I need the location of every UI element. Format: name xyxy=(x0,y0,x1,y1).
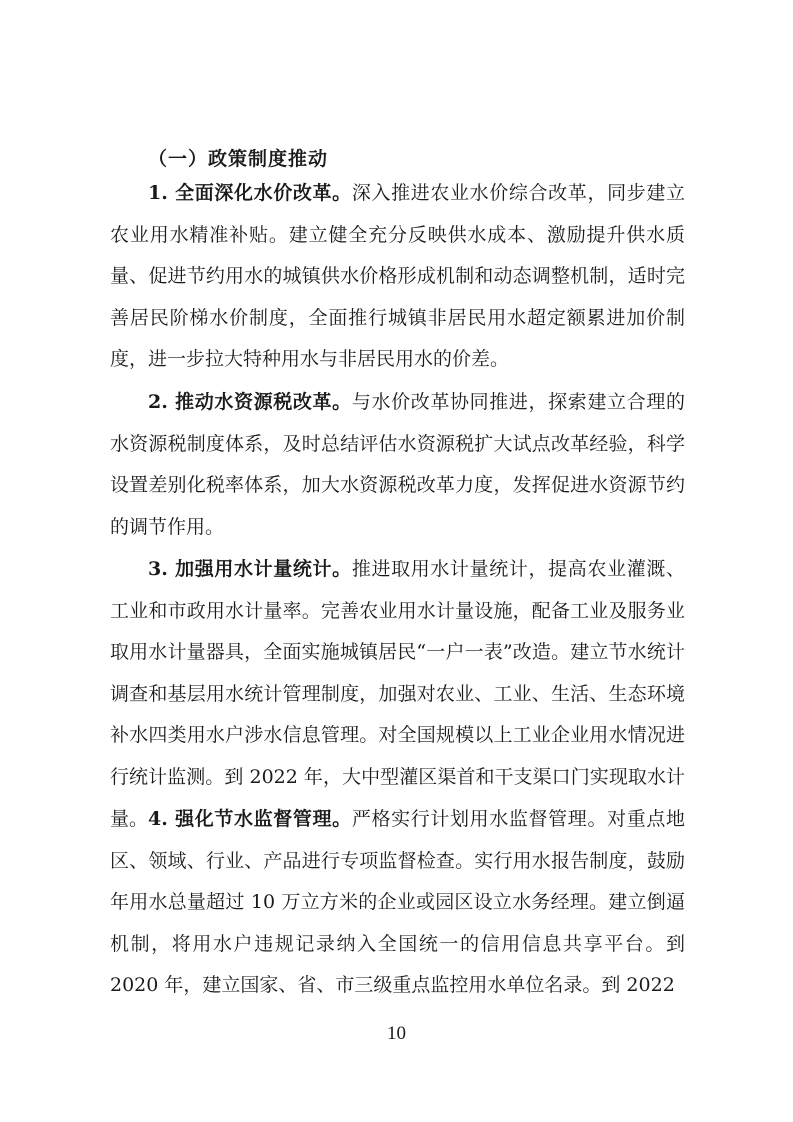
section-heading: （一）政策制度推动 xyxy=(148,148,329,170)
paragraph-lead: 1. 全面深化水价改革。 xyxy=(148,182,352,204)
paragraph-water-metering xyxy=(110,549,685,840)
paragraph-lead: 3. 加强用水计量统计。 xyxy=(148,558,352,580)
paragraph-water-price-reform xyxy=(110,173,685,381)
paragraph-water-resource-tax xyxy=(110,382,685,548)
paragraph-lead: 4. 强化节水监督管理。 xyxy=(148,808,352,830)
paragraph-body: 深入推进农业水价综合改革，同步建立农业用水精准补贴。建立健全充分反映供水成本、激励提升供水质量、促进节约用水的城镇供水价格形成机制和动态调整机制，适时完善居民阶梯水价制度，全面推行城镇非居民用水超定额累进加价制度，进一步拉大特种用水与非居民用水的价差。 xyxy=(110,182,685,371)
paragraph-body: 推进取用水计量统计，提高农业灌溉、工业和市政用水计量率。完善农业用水计量设施，配备工业及服务业取用水计量器具，全面实施城镇居民“一户一表”改造。建立节水统计调查和基层用水统计管理制度，加强对农业、工业、生活、生态环境补水四类用水户涉水信息管理。对全国规模以上工业企业用水情况进行统计监测。到 2022 年，大中型灌区渠首和干支渠口门实现取水计量。 xyxy=(110,558,685,830)
paragraph-water-supervision xyxy=(110,799,685,1007)
paragraph-lead: 2. 推动水资源税改革。 xyxy=(148,391,352,413)
paragraph-body: 严格实行计划用水监督管理。对重点地区、领域、行业、产品进行专项监督检查。实行用水报告制度，鼓励年用水总量超过 10 万立方米的企业或园区设立水务经理。建立倒逼机制，将用水户违规记录纳入全国统一的信用信息共享平台。到 2020 年，建立国家、省、市三级重点监控用水单位名录。到 2022 xyxy=(110,808,685,997)
page-number: 10 xyxy=(387,1023,406,1044)
paragraph-body: 与水价改革协同推进，探索建立合理的水资源税制度体系，及时总结评估水资源税扩大试点改革经验，科学设置差别化税率体系，加大水资源税改革力度，发挥促进水资源节约的调节作用。 xyxy=(110,391,685,538)
